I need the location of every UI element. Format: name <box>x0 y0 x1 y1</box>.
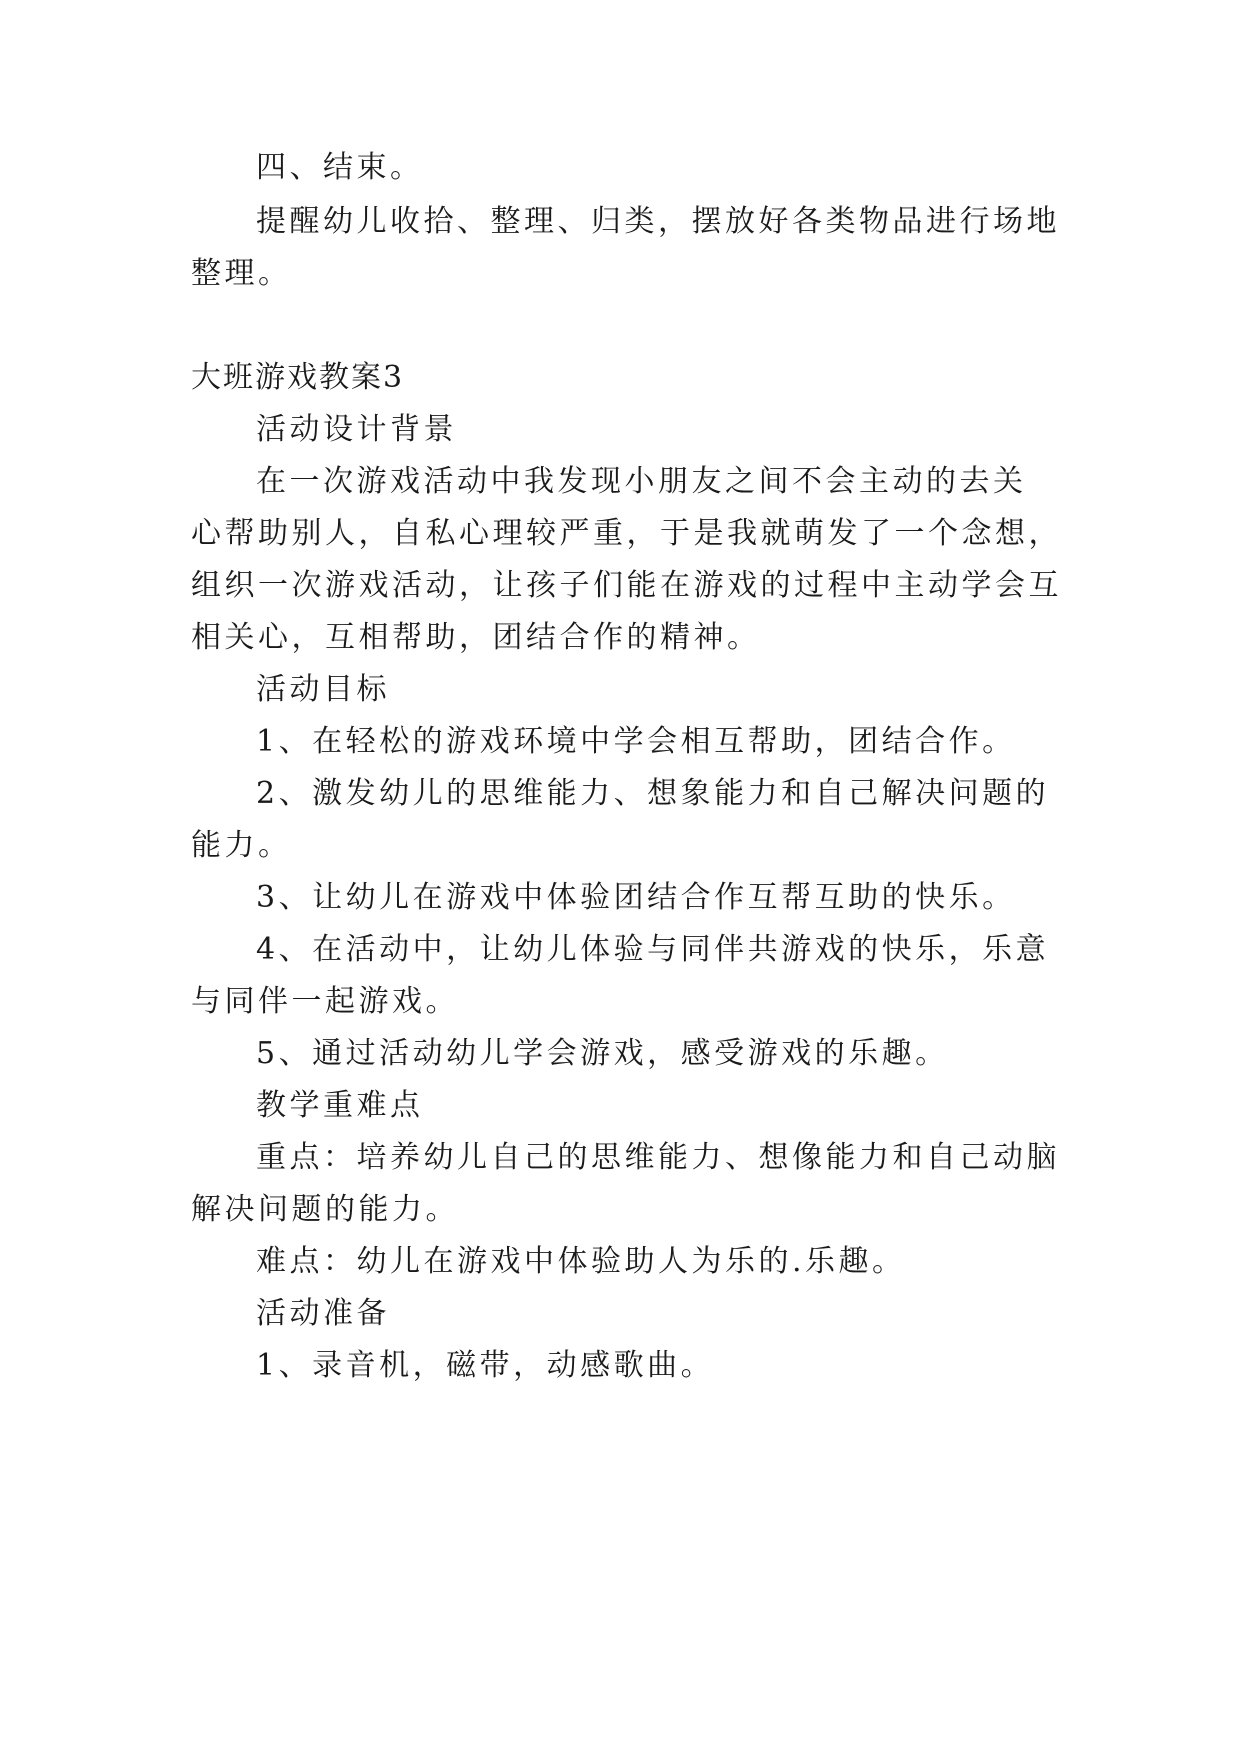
goal-item-2: 2、激发幼儿的思维能力、想象能力和自己解决问题的 <box>256 776 1050 811</box>
section-heading-goals: 活动目标 <box>256 672 390 707</box>
goal-item-5: 5、通过活动幼儿学会游戏，感受游戏的乐趣。 <box>256 1036 949 1071</box>
goal-item-1: 1、在轻松的游戏环境中学会相互帮助，团结合作。 <box>256 724 1016 759</box>
goal-item-4: 4、在活动中，让幼儿体验与同伴共游戏的快乐，乐意 <box>256 932 1050 967</box>
goal-item-3: 3、让幼儿在游戏中体验团结合作互帮互助的快乐。 <box>256 880 1016 915</box>
paragraph-line: 解决问题的能力。 <box>191 1192 459 1227</box>
paragraph-line: 与同伴一起游戏。 <box>191 984 459 1019</box>
paragraph-line: 相关心，互相帮助，团结合作的精神。 <box>191 620 761 655</box>
section-heading-background: 活动设计背景 <box>256 412 457 447</box>
paragraph-line: 在一次游戏活动中我发现小朋友之间不会主动的去关 <box>256 464 1027 499</box>
section-heading-end: 四、结束。 <box>256 150 424 185</box>
section-heading-key-points: 教学重难点 <box>256 1088 424 1123</box>
difficulty-line: 难点：幼儿在游戏中体验助人为乐的.乐趣。 <box>256 1244 906 1279</box>
lesson-plan-title: 大班游戏教案3 <box>191 360 405 395</box>
paragraph-line: 提醒幼儿收拾、整理、归类，摆放好各类物品进行场地 <box>256 204 1060 239</box>
preparation-item-1: 1、录音机，磁带，动感歌曲。 <box>256 1348 715 1383</box>
key-point-line: 重点：培养幼儿自己的思维能力、想像能力和自己动脑 <box>256 1140 1060 1175</box>
section-heading-preparation: 活动准备 <box>256 1296 390 1331</box>
paragraph-line: 心帮助别人，自私心理较严重，于是我就萌发了一个念想， <box>191 516 1062 551</box>
paragraph-line: 能力。 <box>191 828 292 863</box>
paragraph-line: 组织一次游戏活动，让孩子们能在游戏的过程中主动学会互 <box>191 568 1062 603</box>
paragraph-line: 整理。 <box>191 256 292 291</box>
